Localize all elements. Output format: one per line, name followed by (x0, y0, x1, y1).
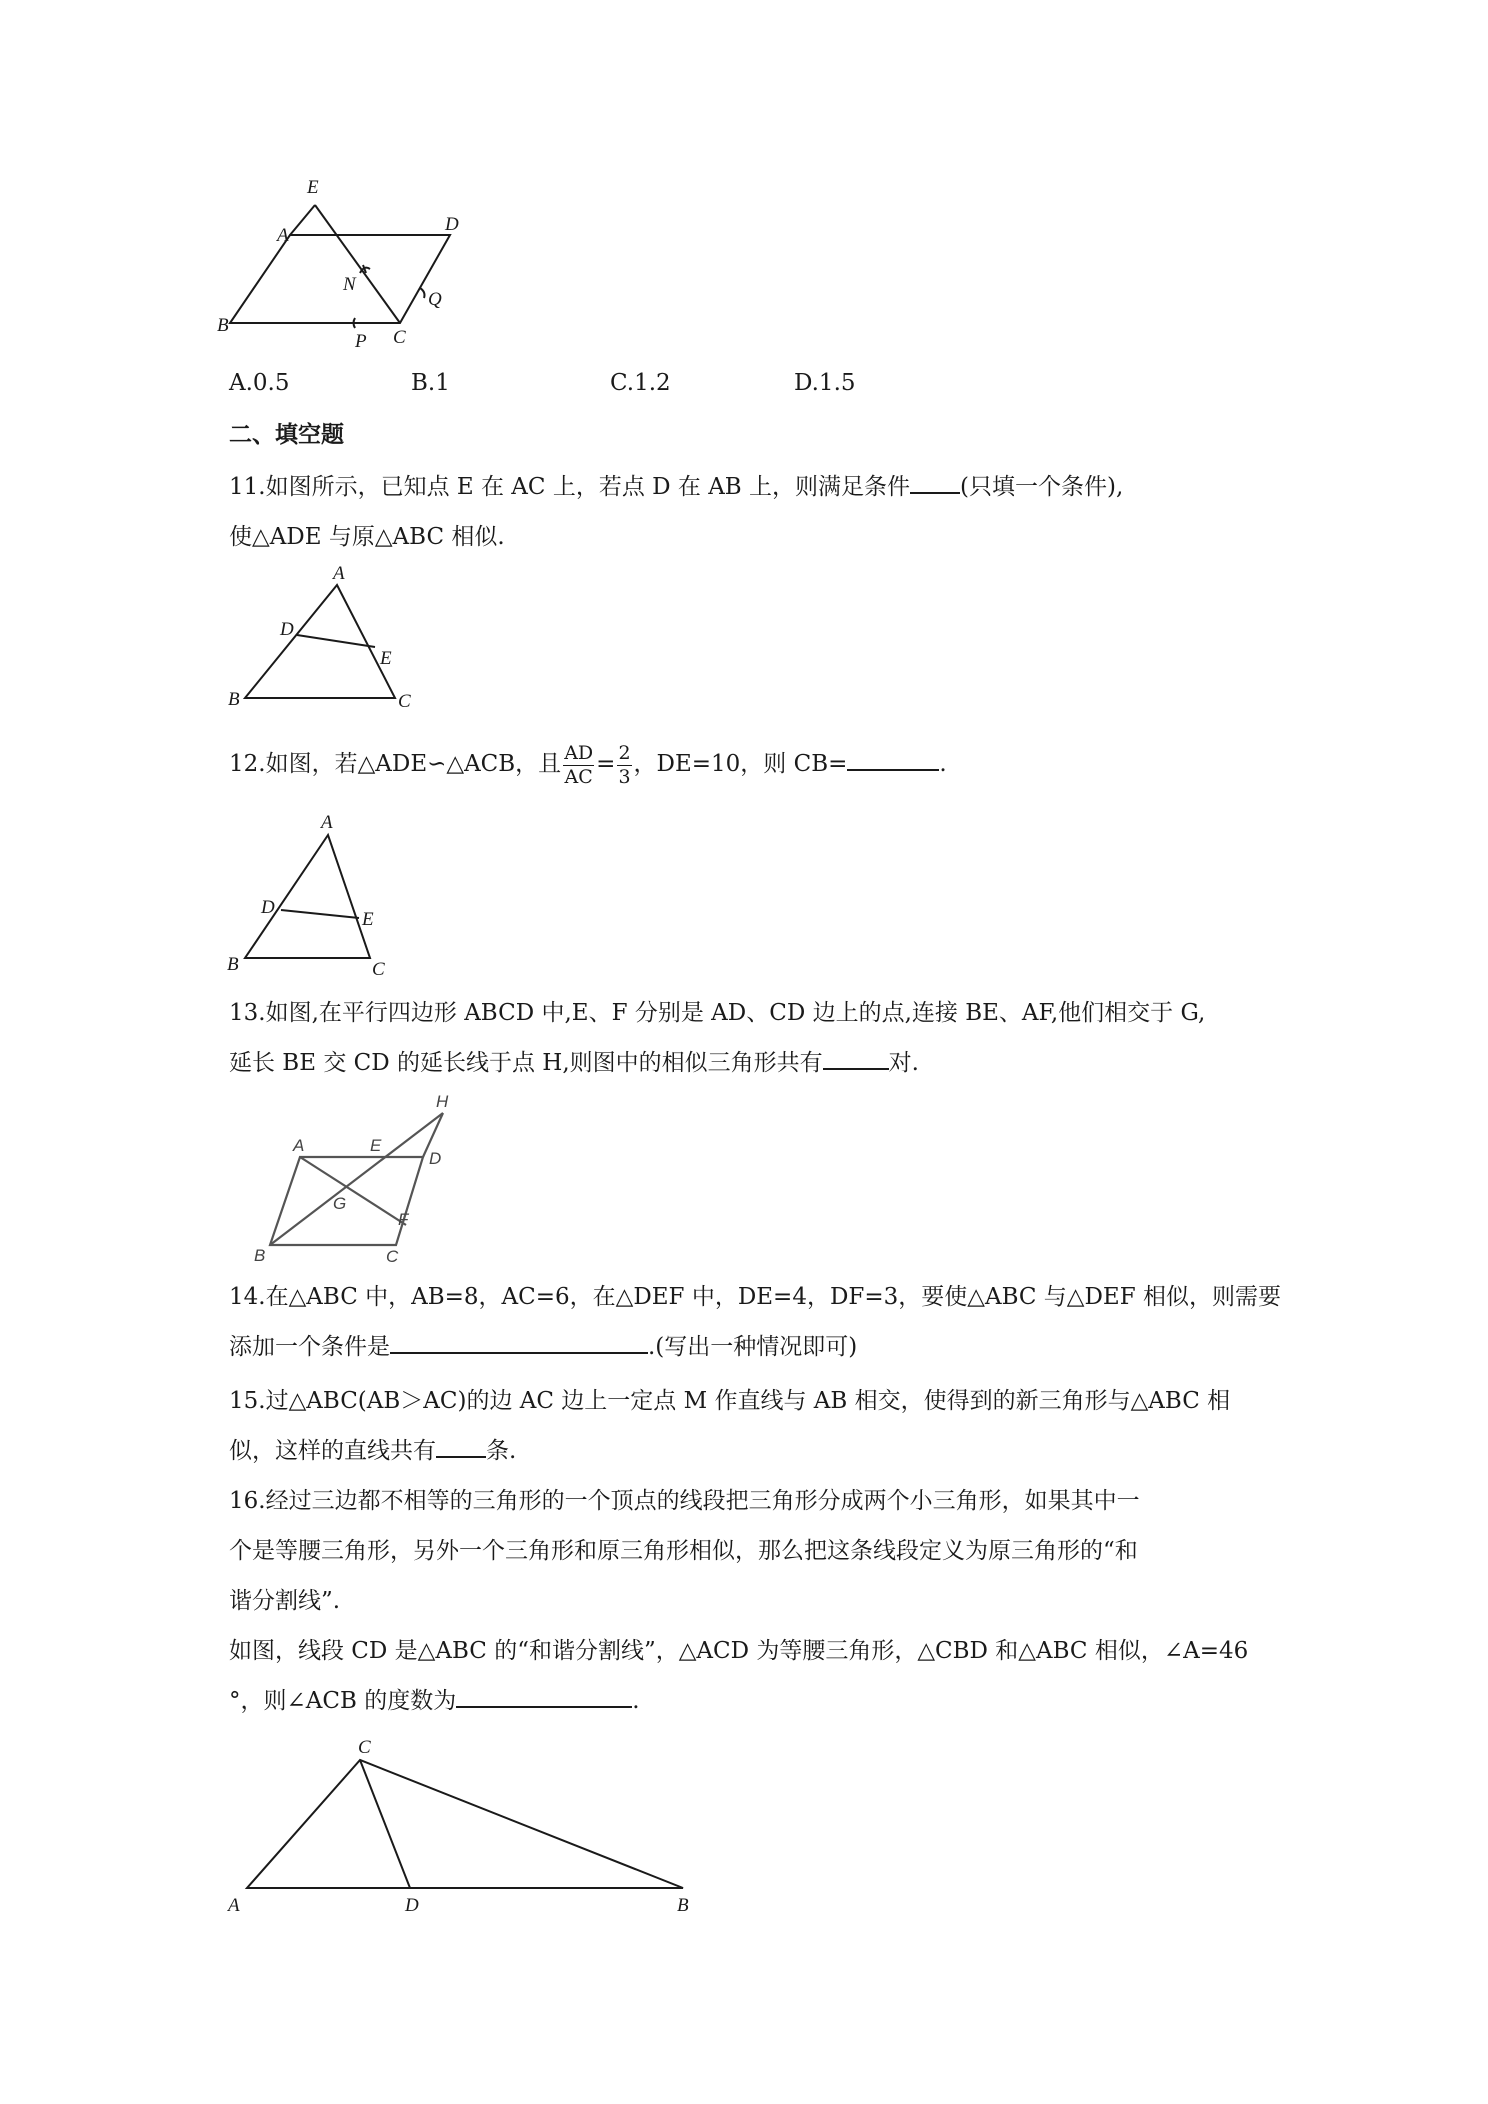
q12-answer-blank[interactable] (847, 747, 939, 771)
q15-line2-pre: 似，这样的直线共有 (229, 1438, 436, 1464)
q13-line1: 13.如图,在平行四边形 ABCD 中,E、F 分别是 AD、CD 边上的点,连接 BE、AF,他们相交于 G, (229, 1000, 1206, 1026)
q15-line1: 15.过△ABC(AB＞AC)的边 AC 边上一定点 M 作直线与 AB 相交，使得到的新三角形与△ABC 相 (229, 1388, 1231, 1414)
label-a: A (293, 1136, 305, 1155)
q15-line2-post: 条. (486, 1438, 517, 1464)
q11-line1-post: (只填一个条件), (960, 474, 1124, 500)
q12-fraction-ad-ac (563, 742, 594, 789)
label-d: D (280, 619, 294, 640)
label-d: D (405, 1895, 419, 1916)
q11-line1-pre: 11.如图所示，已知点 E 在 AC 上，若点 D 在 AB 上，则满足条件 (229, 474, 911, 500)
label-q: Q (428, 289, 442, 310)
parallelogram-abcd (270, 1157, 423, 1245)
q10-option-b: B.1 (411, 370, 450, 396)
label-g: G (333, 1194, 347, 1213)
q16-line4: 如图，线段 CD 是△ABC 的“和谐分割线”，△ACD 为等腰三角形，△CBD 和△ABC 相似，∠A=46 (229, 1638, 1249, 1664)
q11-answer-blank[interactable] (910, 470, 960, 494)
q16-line3: 谐分割线”. (229, 1588, 341, 1614)
label-a: A (277, 225, 289, 246)
q13-figure (248, 1092, 468, 1269)
q13-answer-blank[interactable] (823, 1046, 889, 1070)
q16-line5 (229, 1684, 640, 1718)
label-d: D (429, 1149, 442, 1168)
q10-option-d: D.1.5 (794, 370, 856, 396)
q16-line5-post: . (632, 1688, 640, 1714)
label-p: P (355, 331, 367, 352)
q11-line1 (229, 470, 1123, 504)
q15-line2 (229, 1434, 516, 1468)
line-af (300, 1157, 406, 1225)
label-e: E (370, 1136, 382, 1155)
label-e: E (362, 909, 374, 930)
label-e: E (380, 648, 392, 669)
section-heading: 二、填空题 (229, 422, 344, 448)
label-b: B (228, 689, 240, 710)
q10-option-c: C.1.2 (610, 370, 671, 396)
q12-post: ，DE=10，则 CB= (633, 751, 848, 777)
label-a: A (228, 1895, 240, 1916)
q12-frac1-den: AC (564, 765, 593, 788)
q13-line2-pre: 延长 BE 交 CD 的延长线于点 H,则图中的相似三角形共有 (229, 1050, 823, 1076)
q11-line2: 使△ADE 与原△ABC 相似. (229, 524, 505, 550)
q16-line5-pre: °，则∠ACB 的度数为 (229, 1688, 457, 1714)
q16-line1: 16.经过三边都不相等的三角形的一个顶点的线段把三角形分成两个小三角形，如果其中一 (229, 1488, 1140, 1514)
q10-option-a: A.0.5 (229, 370, 290, 396)
label-h: H (436, 1092, 449, 1111)
q15-answer-blank[interactable] (436, 1434, 486, 1458)
q14-line2 (229, 1330, 857, 1364)
q12-figure (225, 810, 405, 984)
label-c: C (398, 691, 411, 712)
line-ec (315, 205, 400, 323)
label-b: B (227, 954, 239, 975)
q16-line2: 个是等腰三角形，另外一个三角形和原三角形相似，那么把这条线段定义为原三角形的“和 (229, 1538, 1138, 1564)
q12-frac1-num: AD (564, 741, 594, 764)
q12-frac2-den: 3 (618, 765, 631, 788)
q16-answer-blank[interactable] (456, 1684, 632, 1708)
label-b: B (217, 315, 229, 336)
label-d: D (261, 897, 275, 918)
triangle-abc (245, 585, 395, 698)
label-c: C (358, 1737, 371, 1758)
label-c: C (372, 959, 385, 980)
q12-eq: = (596, 751, 616, 777)
q14-answer-blank[interactable] (390, 1330, 648, 1354)
label-b: B (677, 1895, 689, 1916)
arc-q (420, 288, 425, 298)
q12-fraction-2-3 (617, 742, 631, 789)
label-e: E (307, 177, 319, 198)
label-a: A (321, 812, 333, 833)
q12-end: . (939, 751, 947, 777)
q11-figure (225, 565, 425, 719)
label-c: C (393, 327, 406, 348)
label-n: N (343, 274, 356, 295)
line-ae (290, 205, 315, 235)
label-b: B (254, 1246, 266, 1265)
q10-figure (217, 175, 465, 359)
q13-line2 (229, 1046, 919, 1080)
label-c: C (386, 1247, 399, 1266)
q13-line2-post: 对. (888, 1050, 919, 1076)
label-d: D (445, 214, 459, 235)
label-a: A (333, 563, 345, 584)
q12-pre: 12.如图，若△ADE∽△ACB，且 (229, 751, 562, 777)
line-de (281, 910, 359, 918)
q12-frac2-num: 2 (618, 741, 631, 764)
line-cd (360, 1760, 410, 1888)
q14-line2-post: .(写出一种情况即可) (648, 1334, 858, 1360)
parallelogram-abcd (230, 235, 450, 323)
q14-line1: 14.在△ABC 中，AB=8，AC=6，在△DEF 中，DE=4，DF=3，要使△ABC 与△DEF 相似，则需要 (229, 1284, 1281, 1310)
q16-figure (225, 1735, 705, 1924)
label-f: F (398, 1210, 409, 1229)
q12-line (229, 740, 947, 789)
q14-line2-pre: 添加一个条件是 (229, 1334, 390, 1360)
triangle-abc (247, 1760, 683, 1888)
